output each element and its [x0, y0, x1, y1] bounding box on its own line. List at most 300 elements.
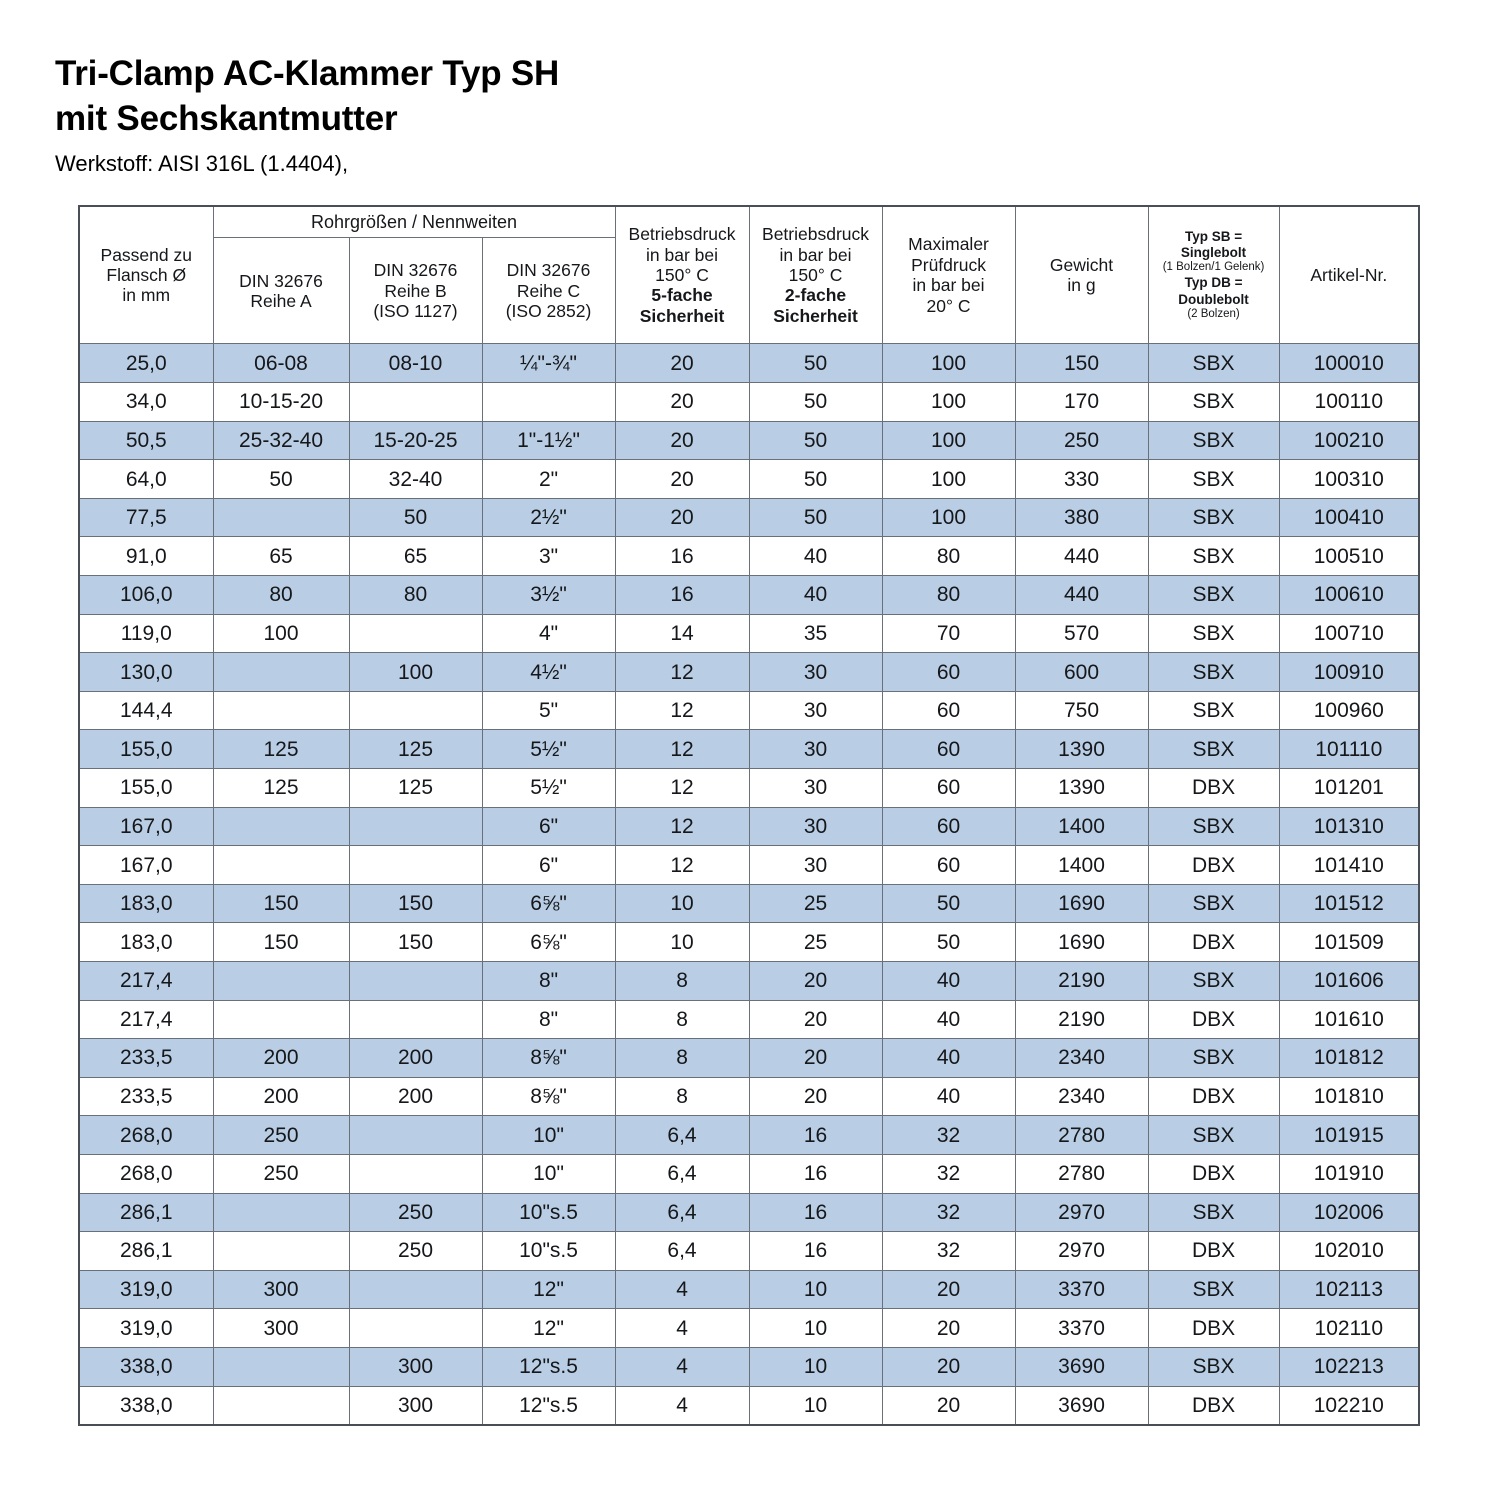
cell-din-b — [349, 1116, 482, 1155]
cell-bd2: 10 — [749, 1309, 882, 1348]
cell-gewicht: 380 — [1015, 498, 1148, 537]
cell-flansch: 183,0 — [79, 884, 213, 923]
cell-bd2: 50 — [749, 383, 882, 422]
cell-din-a — [213, 498, 349, 537]
header-din-reihe-b — [349, 238, 482, 344]
cell-bd5: 20 — [615, 344, 749, 383]
cell-din-a: 10-15-20 — [213, 383, 349, 422]
cell-gewicht: 330 — [1015, 460, 1148, 499]
cell-din-b — [349, 383, 482, 422]
cell-pruef: 40 — [882, 1039, 1015, 1078]
cell-gewicht: 1690 — [1015, 884, 1148, 923]
header-betriebsdruck-5fach — [615, 206, 749, 344]
cell-flansch: 106,0 — [79, 576, 213, 615]
cell-bd5: 12 — [615, 691, 749, 730]
cell-gewicht: 1400 — [1015, 846, 1148, 885]
cell-din-c: 5" — [482, 691, 615, 730]
cell-pruef: 50 — [882, 923, 1015, 962]
cell-pruef: 32 — [882, 1116, 1015, 1155]
cell-gewicht: 250 — [1015, 421, 1148, 460]
cell-flansch: 130,0 — [79, 653, 213, 692]
cell-bd2: 50 — [749, 344, 882, 383]
cell-gewicht: 440 — [1015, 576, 1148, 615]
cell-din-a — [213, 1000, 349, 1039]
table-row — [79, 961, 1419, 1000]
header-flansch — [79, 206, 213, 344]
spec-table-container — [0, 177, 1500, 1426]
cell-din-c: ¼"-¾" — [482, 344, 615, 383]
cell-pruef: 100 — [882, 383, 1015, 422]
header-typ-line-2: Singlebolt — [1180, 244, 1247, 260]
header-din-b-line-1: DIN 32676 — [373, 260, 458, 281]
cell-din-a: 06-08 — [213, 344, 349, 383]
header-din-reihe-a — [213, 238, 349, 344]
header-artikel-nr: Artikel-Nr. — [1279, 206, 1419, 344]
cell-din-c: 10"s.5 — [482, 1232, 615, 1271]
cell-din-a: 300 — [213, 1309, 349, 1348]
cell-din-b — [349, 691, 482, 730]
cell-artikel: 102010 — [1279, 1232, 1419, 1271]
cell-din-a — [213, 961, 349, 1000]
cell-din-a: 65 — [213, 537, 349, 576]
cell-flansch: 77,5 — [79, 498, 213, 537]
cell-bd2: 30 — [749, 691, 882, 730]
cell-din-a: 300 — [213, 1270, 349, 1309]
cell-din-a: 200 — [213, 1039, 349, 1078]
page-title-line-2: mit Sechskantmutter — [55, 98, 398, 138]
table-header — [79, 206, 1419, 344]
cell-typ: SBX — [1148, 498, 1279, 537]
cell-artikel: 102110 — [1279, 1309, 1419, 1348]
cell-gewicht: 3370 — [1015, 1270, 1148, 1309]
cell-typ: DBX — [1148, 1077, 1279, 1116]
header-flansch-line-1: Passend zu — [100, 244, 192, 265]
cell-din-b: 125 — [349, 769, 482, 808]
table-row — [79, 421, 1419, 460]
cell-bd5: 6,4 — [615, 1193, 749, 1232]
cell-bd5: 12 — [615, 653, 749, 692]
header-bd2-line-2: in bar bei — [779, 244, 852, 265]
table-row — [79, 1039, 1419, 1078]
cell-din-b: 65 — [349, 537, 482, 576]
cell-pruef: 100 — [882, 344, 1015, 383]
table-row — [79, 460, 1419, 499]
header-gewicht — [1015, 206, 1148, 344]
cell-typ: SBX — [1148, 460, 1279, 499]
cell-bd5: 8 — [615, 961, 749, 1000]
table-row — [79, 1116, 1419, 1155]
cell-bd5: 6,4 — [615, 1154, 749, 1193]
cell-bd5: 6,4 — [615, 1232, 749, 1271]
page-title — [55, 52, 1500, 142]
table-row — [79, 1270, 1419, 1309]
cell-din-b — [349, 614, 482, 653]
header-row-top — [79, 206, 1419, 238]
cell-din-c: 8" — [482, 961, 615, 1000]
cell-bd2: 20 — [749, 1039, 882, 1078]
header-din-a-line-1: DIN 32676 — [239, 270, 323, 291]
cell-pruef: 20 — [882, 1386, 1015, 1425]
cell-typ: DBX — [1148, 923, 1279, 962]
cell-gewicht: 2780 — [1015, 1116, 1148, 1155]
cell-artikel: 100110 — [1279, 383, 1419, 422]
table-row — [79, 691, 1419, 730]
cell-pruef: 70 — [882, 614, 1015, 653]
header-typ-line-4: Typ DB = — [1184, 275, 1243, 291]
cell-flansch: 50,5 — [79, 421, 213, 460]
cell-gewicht: 3370 — [1015, 1309, 1148, 1348]
cell-artikel: 101410 — [1279, 846, 1419, 885]
cell-bd2: 40 — [749, 537, 882, 576]
cell-gewicht: 600 — [1015, 653, 1148, 692]
cell-gewicht: 2340 — [1015, 1039, 1148, 1078]
header-pruef-line-1: Maximaler — [908, 234, 989, 255]
cell-bd5: 16 — [615, 576, 749, 615]
cell-bd2: 20 — [749, 961, 882, 1000]
cell-din-b: 50 — [349, 498, 482, 537]
cell-din-c: 12" — [482, 1270, 615, 1309]
cell-flansch: 144,4 — [79, 691, 213, 730]
table-row — [79, 846, 1419, 885]
cell-din-c: 10" — [482, 1154, 615, 1193]
cell-typ: SBX — [1148, 1039, 1279, 1078]
cell-artikel: 101509 — [1279, 923, 1419, 962]
header-typ-line-3: (1 Bolzen/1 Gelenk) — [1162, 261, 1265, 274]
cell-din-a: 25-32-40 — [213, 421, 349, 460]
cell-din-a — [213, 807, 349, 846]
cell-artikel: 100610 — [1279, 576, 1419, 615]
cell-din-b: 100 — [349, 653, 482, 692]
cell-bd5: 20 — [615, 460, 749, 499]
cell-typ: SBX — [1148, 1193, 1279, 1232]
cell-din-c: 3" — [482, 537, 615, 576]
cell-bd2: 20 — [749, 1000, 882, 1039]
cell-typ: SBX — [1148, 730, 1279, 769]
table-row — [79, 807, 1419, 846]
cell-pruef: 32 — [882, 1154, 1015, 1193]
cell-gewicht: 2190 — [1015, 961, 1148, 1000]
table-row — [79, 614, 1419, 653]
cell-gewicht: 2970 — [1015, 1232, 1148, 1271]
header-typ-line-1: Typ SB = — [1184, 228, 1243, 244]
cell-din-a — [213, 1347, 349, 1386]
cell-din-c: 6" — [482, 807, 615, 846]
cell-pruef: 40 — [882, 1077, 1015, 1116]
cell-bd2: 50 — [749, 421, 882, 460]
cell-bd5: 12 — [615, 769, 749, 808]
cell-din-c: 12" — [482, 1309, 615, 1348]
cell-gewicht: 1690 — [1015, 923, 1148, 962]
cell-din-a: 80 — [213, 576, 349, 615]
cell-typ: DBX — [1148, 846, 1279, 885]
header-din-b-line-3: (ISO 1127) — [373, 301, 458, 322]
specification-table — [78, 205, 1420, 1426]
cell-flansch: 319,0 — [79, 1309, 213, 1348]
cell-bd5: 20 — [615, 383, 749, 422]
header-pruef-line-2: Prüfdruck — [911, 254, 986, 275]
cell-artikel: 101910 — [1279, 1154, 1419, 1193]
cell-din-b: 300 — [349, 1347, 482, 1386]
cell-gewicht: 2340 — [1015, 1077, 1148, 1116]
cell-pruef: 80 — [882, 576, 1015, 615]
cell-bd5: 12 — [615, 730, 749, 769]
cell-din-a — [213, 1193, 349, 1232]
cell-typ: SBX — [1148, 961, 1279, 1000]
cell-flansch: 34,0 — [79, 383, 213, 422]
cell-din-b — [349, 1154, 482, 1193]
header-bd2-line-1: Betriebsdruck — [762, 224, 870, 245]
cell-din-b: 200 — [349, 1077, 482, 1116]
material-subtitle: Werkstoff: AISI 316L (1.4404), — [55, 150, 349, 176]
cell-bd5: 4 — [615, 1347, 749, 1386]
cell-gewicht: 2190 — [1015, 1000, 1148, 1039]
cell-flansch: 91,0 — [79, 537, 213, 576]
cell-artikel: 100310 — [1279, 460, 1419, 499]
cell-gewicht: 2780 — [1015, 1154, 1148, 1193]
cell-bd5: 8 — [615, 1077, 749, 1116]
table-row — [79, 730, 1419, 769]
cell-pruef: 60 — [882, 730, 1015, 769]
cell-din-b: 150 — [349, 884, 482, 923]
cell-din-a: 150 — [213, 884, 349, 923]
cell-din-c: 4" — [482, 614, 615, 653]
header-gewicht-line-1: Gewicht — [1049, 254, 1114, 275]
cell-gewicht: 2970 — [1015, 1193, 1148, 1232]
cell-bd5: 6,4 — [615, 1116, 749, 1155]
cell-flansch: 338,0 — [79, 1347, 213, 1386]
cell-flansch: 286,1 — [79, 1232, 213, 1271]
cell-artikel: 100710 — [1279, 614, 1419, 653]
cell-din-a — [213, 691, 349, 730]
cell-artikel: 101512 — [1279, 884, 1419, 923]
table-row — [79, 537, 1419, 576]
cell-bd5: 10 — [615, 923, 749, 962]
cell-din-b: 250 — [349, 1232, 482, 1271]
cell-flansch: 233,5 — [79, 1039, 213, 1078]
cell-bd2: 20 — [749, 1077, 882, 1116]
cell-bd2: 16 — [749, 1154, 882, 1193]
cell-bd5: 10 — [615, 884, 749, 923]
cell-pruef: 60 — [882, 769, 1015, 808]
cell-pruef: 32 — [882, 1232, 1015, 1271]
cell-bd5: 14 — [615, 614, 749, 653]
header-din-b-line-2: Reihe B — [384, 280, 447, 301]
header-din-reihe-c — [482, 238, 615, 344]
header-flansch-line-3: in mm — [122, 285, 171, 306]
cell-bd2: 10 — [749, 1386, 882, 1425]
header-typ — [1148, 206, 1279, 344]
cell-din-b: 150 — [349, 923, 482, 962]
cell-din-c — [482, 383, 615, 422]
cell-bd2: 25 — [749, 923, 882, 962]
cell-gewicht: 440 — [1015, 537, 1148, 576]
cell-flansch: 155,0 — [79, 769, 213, 808]
header-din-c-line-3: (ISO 2852) — [505, 301, 592, 322]
table-row — [79, 1232, 1419, 1271]
cell-din-b: 80 — [349, 576, 482, 615]
header-pruef-line-3: in bar bei — [912, 275, 985, 296]
cell-bd2: 10 — [749, 1347, 882, 1386]
cell-din-a: 100 — [213, 614, 349, 653]
cell-artikel: 100410 — [1279, 498, 1419, 537]
cell-bd5: 12 — [615, 846, 749, 885]
header-din-c-line-2: Reihe C — [516, 280, 581, 301]
cell-pruef: 20 — [882, 1309, 1015, 1348]
header-pruefdruck — [882, 206, 1015, 344]
cell-din-b: 15-20-25 — [349, 421, 482, 460]
cell-artikel: 101915 — [1279, 1116, 1419, 1155]
table-body — [79, 344, 1419, 1425]
cell-bd5: 4 — [615, 1386, 749, 1425]
cell-flansch: 233,5 — [79, 1077, 213, 1116]
cell-flansch: 119,0 — [79, 614, 213, 653]
cell-pruef: 20 — [882, 1270, 1015, 1309]
cell-pruef: 40 — [882, 1000, 1015, 1039]
cell-bd5: 8 — [615, 1000, 749, 1039]
cell-din-b — [349, 1309, 482, 1348]
cell-flansch: 64,0 — [79, 460, 213, 499]
cell-artikel: 101812 — [1279, 1039, 1419, 1078]
header-din-c-line-1: DIN 32676 — [506, 260, 591, 281]
cell-din-a: 150 — [213, 923, 349, 962]
table-row — [79, 923, 1419, 962]
cell-din-c: 2½" — [482, 498, 615, 537]
cell-pruef: 20 — [882, 1347, 1015, 1386]
cell-bd2: 16 — [749, 1116, 882, 1155]
cell-flansch: 319,0 — [79, 1270, 213, 1309]
header-flansch-line-2: Flansch Ø — [106, 265, 187, 285]
cell-din-b — [349, 1270, 482, 1309]
cell-artikel: 100510 — [1279, 537, 1419, 576]
cell-flansch: 217,4 — [79, 1000, 213, 1039]
cell-gewicht: 1390 — [1015, 769, 1148, 808]
cell-pruef: 80 — [882, 537, 1015, 576]
cell-gewicht: 570 — [1015, 614, 1148, 653]
cell-din-a: 125 — [213, 730, 349, 769]
cell-din-c: 12"s.5 — [482, 1347, 615, 1386]
table-row — [79, 769, 1419, 808]
cell-typ: SBX — [1148, 691, 1279, 730]
cell-gewicht: 3690 — [1015, 1347, 1148, 1386]
cell-typ: DBX — [1148, 1386, 1279, 1425]
cell-artikel: 100910 — [1279, 653, 1419, 692]
cell-pruef: 32 — [882, 1193, 1015, 1232]
cell-din-c: 8⅝" — [482, 1077, 615, 1116]
cell-typ: SBX — [1148, 344, 1279, 383]
cell-bd2: 35 — [749, 614, 882, 653]
header-typ-line-5: Doublebolt — [1178, 291, 1249, 307]
cell-din-c: 2" — [482, 460, 615, 499]
cell-bd2: 40 — [749, 576, 882, 615]
cell-gewicht: 170 — [1015, 383, 1148, 422]
cell-artikel: 101201 — [1279, 769, 1419, 808]
header-typ-line-6: (2 Bolzen) — [1187, 308, 1240, 321]
cell-bd5: 20 — [615, 498, 749, 537]
cell-flansch: 167,0 — [79, 807, 213, 846]
cell-bd2: 30 — [749, 807, 882, 846]
cell-artikel: 102113 — [1279, 1270, 1419, 1309]
cell-din-c: 6⅝" — [482, 923, 615, 962]
cell-artikel: 101310 — [1279, 807, 1419, 846]
cell-typ: DBX — [1148, 1000, 1279, 1039]
cell-flansch: 25,0 — [79, 344, 213, 383]
cell-flansch: 167,0 — [79, 846, 213, 885]
cell-din-c: 3½" — [482, 576, 615, 615]
cell-bd2: 50 — [749, 460, 882, 499]
header-bd5-line-4: 5-fache — [651, 285, 713, 306]
cell-typ: SBX — [1148, 1347, 1279, 1386]
cell-artikel: 101606 — [1279, 961, 1419, 1000]
cell-pruef: 60 — [882, 691, 1015, 730]
header-betriebsdruck-2fach — [749, 206, 882, 344]
cell-din-c: 8⅝" — [482, 1039, 615, 1078]
header-pruef-line-4: 20° C — [926, 295, 971, 316]
cell-artikel: 102006 — [1279, 1193, 1419, 1232]
cell-din-a: 50 — [213, 460, 349, 499]
cell-bd2: 16 — [749, 1193, 882, 1232]
table-row — [79, 498, 1419, 537]
cell-flansch: 268,0 — [79, 1154, 213, 1193]
table-row — [79, 1386, 1419, 1425]
cell-din-c: 4½" — [482, 653, 615, 692]
cell-din-b: 200 — [349, 1039, 482, 1078]
cell-din-c: 8" — [482, 1000, 615, 1039]
cell-typ: SBX — [1148, 576, 1279, 615]
cell-pruef: 60 — [882, 807, 1015, 846]
cell-pruef: 100 — [882, 421, 1015, 460]
cell-din-a — [213, 653, 349, 692]
cell-flansch: 217,4 — [79, 961, 213, 1000]
cell-din-b — [349, 1000, 482, 1039]
cell-din-b: 125 — [349, 730, 482, 769]
cell-bd5: 20 — [615, 421, 749, 460]
table-row — [79, 1154, 1419, 1193]
cell-din-c: 5½" — [482, 769, 615, 808]
cell-pruef: 40 — [882, 961, 1015, 1000]
cell-din-b: 250 — [349, 1193, 482, 1232]
table-row — [79, 1193, 1419, 1232]
cell-artikel: 102213 — [1279, 1347, 1419, 1386]
header-group-rohrgroessen: Rohrgrößen / Nennweiten — [213, 206, 615, 238]
cell-din-c: 12"s.5 — [482, 1386, 615, 1425]
cell-gewicht: 1390 — [1015, 730, 1148, 769]
cell-pruef: 60 — [882, 846, 1015, 885]
table-row — [79, 383, 1419, 422]
cell-gewicht: 750 — [1015, 691, 1148, 730]
cell-typ: SBX — [1148, 383, 1279, 422]
cell-pruef: 100 — [882, 498, 1015, 537]
header-bd5-line-5: Sicherheit — [639, 305, 725, 326]
cell-din-c: 6" — [482, 846, 615, 885]
cell-din-b: 08-10 — [349, 344, 482, 383]
header-bd5-line-3: 150° C — [655, 265, 709, 285]
cell-flansch: 338,0 — [79, 1386, 213, 1425]
cell-bd2: 30 — [749, 653, 882, 692]
cell-din-c: 1"-1½" — [482, 421, 615, 460]
cell-bd2: 10 — [749, 1270, 882, 1309]
cell-din-a: 200 — [213, 1077, 349, 1116]
cell-artikel: 101610 — [1279, 1000, 1419, 1039]
table-row — [79, 884, 1419, 923]
table-row — [79, 576, 1419, 615]
cell-din-a — [213, 846, 349, 885]
header-bd2-line-3: 150° C — [788, 265, 843, 285]
cell-bd5: 8 — [615, 1039, 749, 1078]
document-header — [0, 0, 1500, 177]
cell-artikel: 101810 — [1279, 1077, 1419, 1116]
cell-din-b: 32-40 — [349, 460, 482, 499]
cell-artikel: 102210 — [1279, 1386, 1419, 1425]
